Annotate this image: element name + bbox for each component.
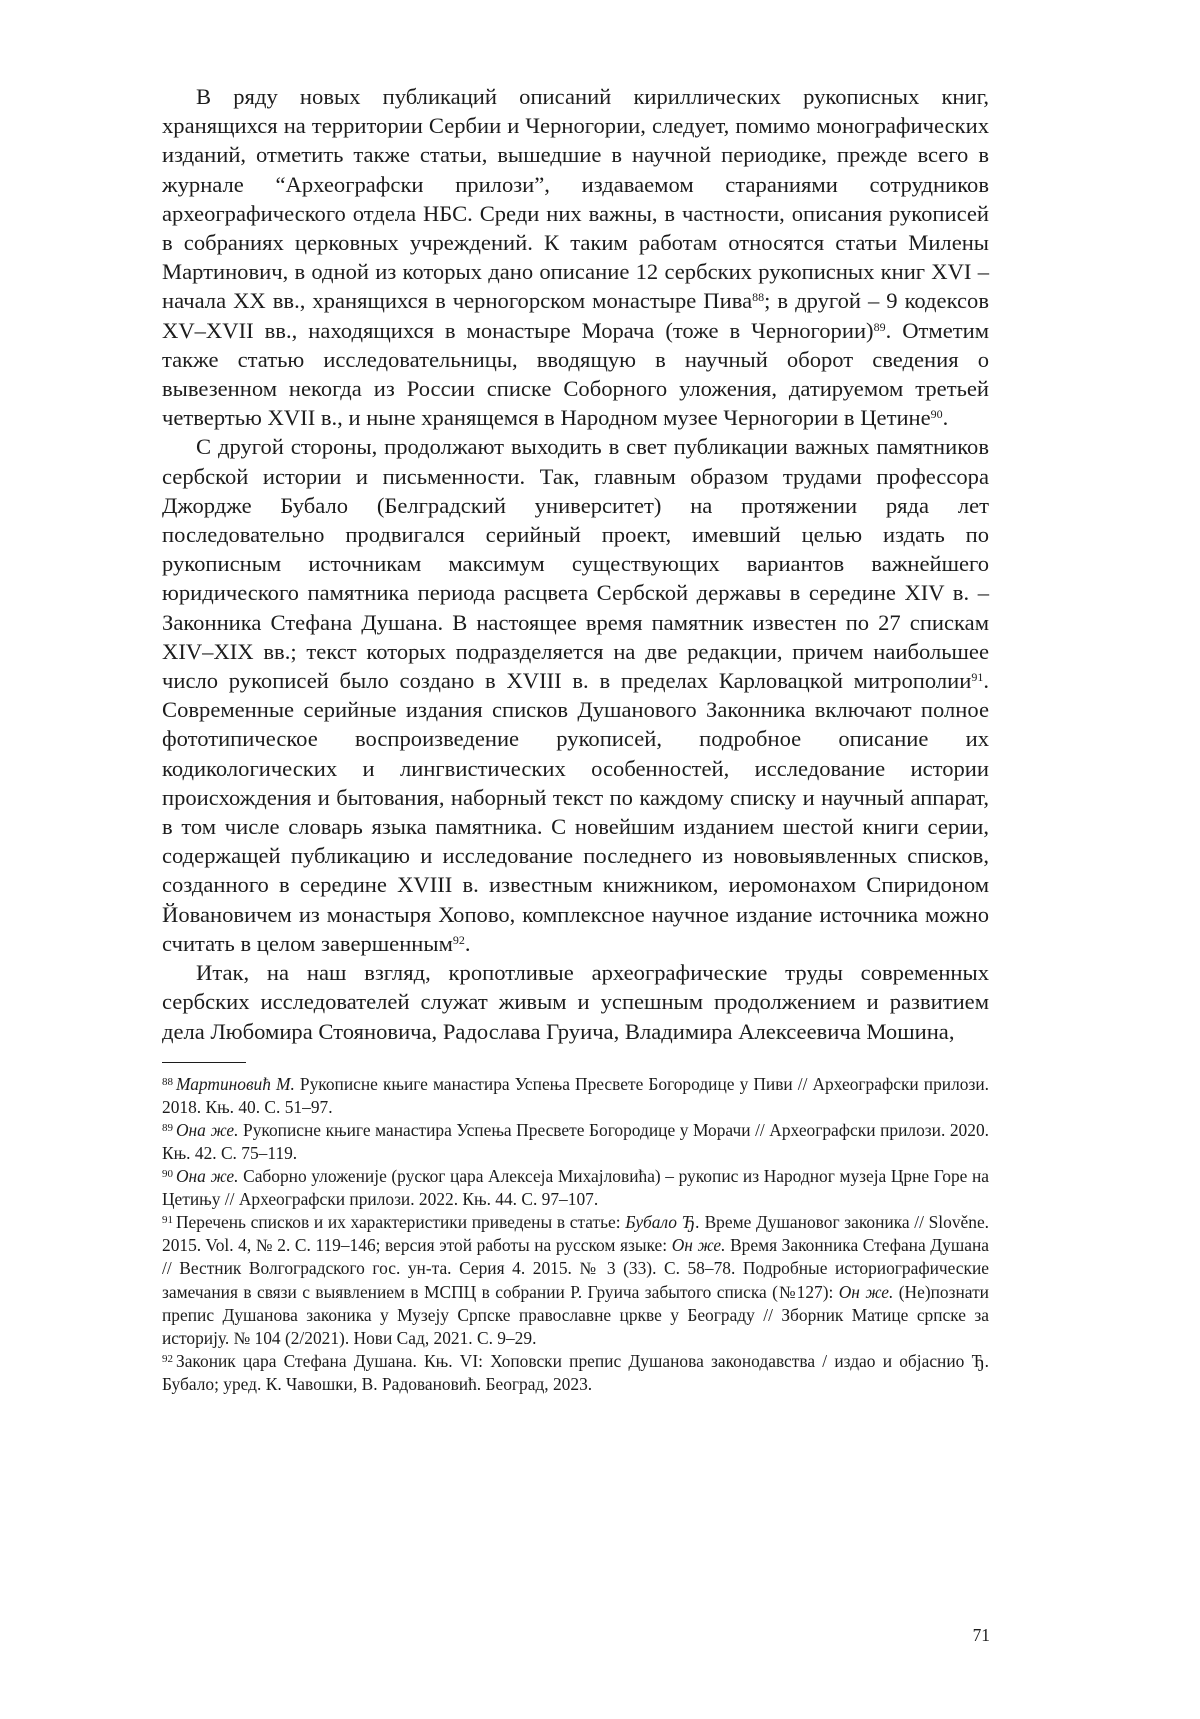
footnote-92 [162,1350,989,1396]
footnotes [162,1073,989,1396]
footnote-text: (Не)познати препис Душанова законика у Музеју Српске православне цркве у Београду // Зборник Матице српске за историју. № 104 (2/2021). Нови Сад, 2021. С. 9–29. [162,1282,989,1348]
page-number: 71 [968,1625,990,1646]
main-text [162,82,989,1046]
footnote-90 [162,1165,989,1211]
author-name: Она же. [176,1166,239,1186]
footnote-ref[interactable]: 89 [874,320,886,334]
footnote-ref[interactable]: 90 [931,407,943,421]
footnote-88 [162,1073,989,1119]
paragraph [162,82,989,432]
footnote-text: Рукописне књиге манастира Успења Пресвете Богородице у Морачи // Археографски прилози. 2020. Књ. 42. С. 75–119. [162,1120,989,1163]
text-run: С другой стороны, продолжают выходить в свет публикации важных памятников сербской истории и письменности. Так, главным образом трудами профессора Джордже Бубало (Белградский университет) на протяжении ряда лет последовательно продвигался серийный проект, имевший целью издать по рукописным источникам максимум существующих вариантов важнейшего юридического памятника периода расцвета Сербской державы в середине XIV в. – Законника Стефана Душана. В настоящее время памятник известен по 27 спискам XIV–XIX вв.; текст которых подразделяется на две редакции, причем наибольшее число рукописей было создано в XVIII в. в пределах Карловацкой митрополии [162,434,989,693]
footnote-91 [162,1211,989,1350]
text-run: В ряду новых публикаций описаний кириллических рукописных книг, хранящихся на территории Сербии и Черногории, следует, помимо монографических изданий, отметить также статьи, вышедшие в научной периодике, прежде всего в журнале “Археографски прилози”, издаваемом стараниями сотрудников археографического отдела НБС. Среди них важны, в частности, описания рукописей в собраниях церковных учреждений. К таким работам относятся статьи Милены Мартинович, в одной из которых дано описание 12 сербских рукописных книг XVI – начала XX вв., хранящихся в черногорском монастыре Пива [162,84,989,313]
footnote-separator [162,1062,246,1063]
footnote-number: 89 [162,1122,173,1134]
footnote-text: Время Законника Стефана Душана // Вестник Волгоградского гос. ун-та. Серия 4. 2015. № 3 (33). С. 58–78. Подробные историографические замечания в связи с выявлением в МСПЦ в собрании Р. Груича забытого списка (№127): [162,1235,989,1301]
footnote-number: 91 [162,1214,173,1226]
text-run: . [465,931,471,956]
text-run: . Современные серийные издания списков Душанового Законника включают полное фототипическое воспроизведение рукописей, подробное описание их кодикологических и лингвистических особенностей, исследование истории происхождения и бытования, наборный текст по каждому списку и научный аппарат, в том числе словарь языка памятника. С новейшим изданием шестой книги серии, содержащей публикацию и исследование последнего из нововыявленных списков, созданного в середине XVIII в. известным книжником, иеромонахом Спиридоном Йовановичем из монастыря Хопово, комплексное научное издание источника можно считать в целом завершенным [162,668,989,956]
footnote-ref[interactable]: 91 [971,670,983,684]
paragraph [162,958,989,1046]
text-run: Итак, на наш взгляд, кропотливые археографические труды современных сербских исследователей служат живым и успешным продолжением и развитием дела Любомира Стояновича, Радослава Груича, Владимира Алексеевича Мошина, [162,960,989,1043]
footnote-number: 88 [162,1076,173,1088]
footnote-number: 90 [162,1168,173,1180]
author-name: Он же. [672,1235,726,1255]
footnote-ref[interactable]: 88 [752,290,764,304]
page-content [162,82,989,1396]
footnote-text: Перечень списков и их характеристики приведены в статье: [176,1212,625,1232]
text-run: ; в другой – 9 кодексов XV–XVII вв., находящихся в монастыре Морача (тоже в Черногории) [162,288,989,342]
footnote-text: Законик цара Стефана Душана. Књ. VI: Хоповски препис Душанова законодавства / издао и објаснио Ђ. Бубало; уред. К. Чавошки, В. Радовановић. Београд, 2023. [162,1351,989,1394]
author-name: Он же. [839,1282,894,1302]
footnote-number: 92 [162,1353,173,1365]
author-name: Бубало Ђ. [625,1212,700,1232]
author-name: Мартиновић М. [176,1074,295,1094]
text-run: . Отметим также статью исследовательницы, вводящую в научный оборот сведения о вывезенном некогда из России списке Соборного уложения, датируемом третьей четвертью XVII в., и ныне хранящемся в Народном музее Черногории в Цетине [162,318,989,431]
paragraph [162,432,989,958]
footnote-ref[interactable]: 92 [453,933,465,947]
author-name: Она же. [176,1120,238,1140]
text-run: . [943,405,949,430]
footnote-text: Рукописне књиге манастира Успења Пресвете Богородице у Пиви // Археографски прилози. 2018. Књ. 40. С. 51–97. [162,1074,989,1117]
footnote-89 [162,1119,989,1165]
footnote-text: Време Душановог законика // Slověne. 2015. Vol. 4, № 2. С. 119–146; версия этой работы на русском языке: [162,1212,989,1255]
footnote-text: Саборно уложеније (руског цара Алексеја Михајловића) – рукопис из Народног музеја Црне Горе на Цетињу // Археографски прилози. 2022. Књ. 44. С. 97–107. [162,1166,989,1209]
